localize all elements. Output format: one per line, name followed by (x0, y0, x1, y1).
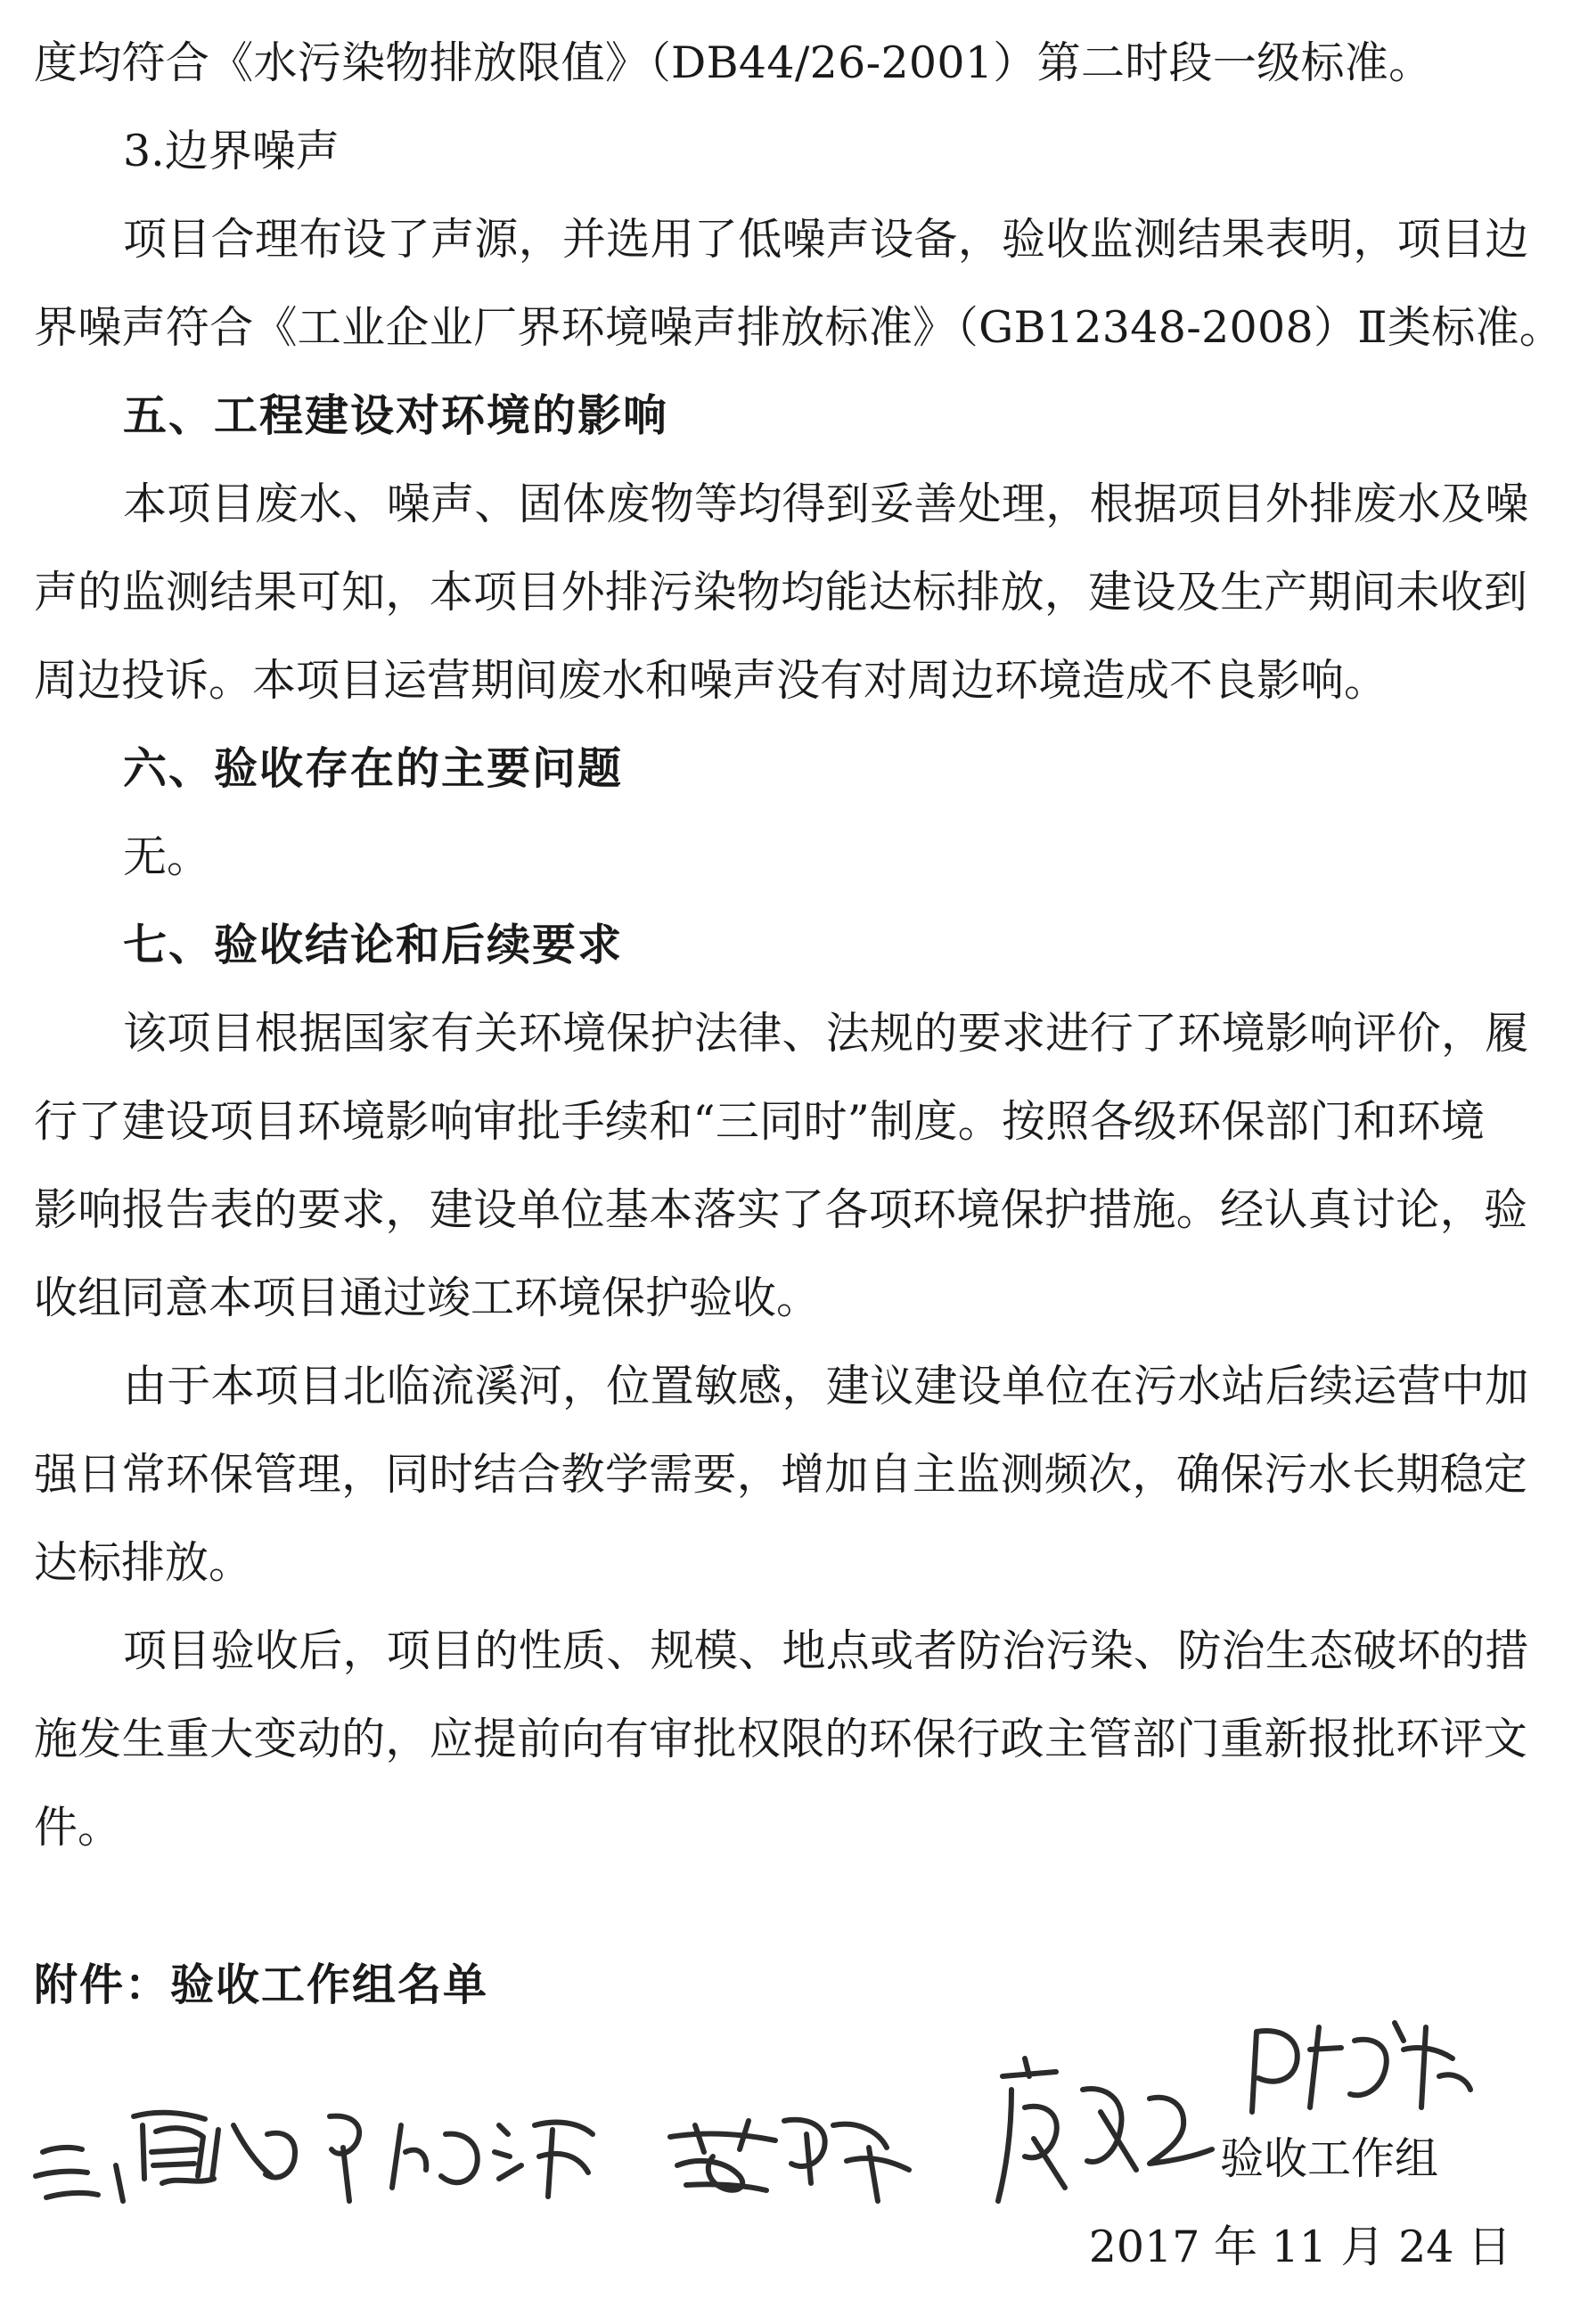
acceptance-group-label: 验收工作组 (1219, 2133, 1438, 2184)
signature-5 (1252, 2023, 1470, 2112)
section-heading-5: 五、工程建设对环境的影响 (123, 390, 669, 441)
paragraph-line: 项目合理布设了声源，并选用了低噪声设备，验收监测结果表明，项目边 (123, 214, 1529, 265)
paragraph-line: 影响报告表的要求，建设单位基本落实了各项环境保护措施。经认真讨论，验 (34, 1184, 1528, 1235)
paragraph-line: 本项目废水、噪声、固体废物等均得到妥善处理，根据项目外排废水及噪 (123, 479, 1529, 529)
attachment-note: 附件：验收工作组名单 (34, 1960, 489, 2010)
section-heading-7: 七、验收结论和后续要求 (123, 920, 624, 970)
signature-4 (998, 2058, 1212, 2201)
signature-3 (670, 2120, 909, 2201)
paragraph-line: 周边投诉。本项目运营期间废水和噪声没有对周边环境造成不良影响。 (34, 655, 1388, 706)
paragraph-line: 该项目根据国家有关环境保护法律、法规的要求进行了环境影响评价，履 (123, 1008, 1529, 1059)
paragraph-line: 声的监测结果可知，本项目外排污染物均能达标排放，建设及生产期间未收到 (34, 567, 1528, 618)
paragraph-line: 无。 (123, 831, 211, 882)
paragraph-line: 由于本项目北临流溪河，位置敏感，建议建设单位在污水站后续运营中加 (123, 1361, 1529, 1412)
signature-2 (330, 2116, 593, 2201)
paragraph-line: 件。 (34, 1802, 122, 1853)
subsection-heading-noise: 3.边界噪声 (123, 126, 340, 176)
paragraph-line: 施发生重大变动的，应提前向有审批权限的环保行政主管部门重新报批环评文 (34, 1714, 1528, 1764)
paragraph-line: 界噪声符合《工业企业厂界环境噪声排放标准》（GB12348-2008）Ⅱ类标准。 (34, 302, 1564, 353)
section-heading-6: 六、验收存在的主要问题 (123, 743, 624, 794)
paragraph-line: 度均符合《水污染物排放限值》（DB44/26-2001）第二时段一级标准。 (34, 37, 1433, 88)
date-line: 2017 年 11 月 24 日 (1088, 2222, 1511, 2272)
paragraph-line: 行了建设项目环境影响审批手续和“三同时”制度。按照各级环保部门和环境 (34, 1096, 1486, 1147)
paragraph-line: 强日常环保管理，同时结合教学需要，增加自主监测频次，确保污水长期稳定 (34, 1449, 1528, 1500)
paragraph-line: 达标排放。 (34, 1537, 253, 1588)
signature-1 (36, 2113, 295, 2201)
paragraph-line: 收组同意本项目通过竣工环境保护验收。 (34, 1272, 821, 1323)
paragraph-line: 项目验收后，项目的性质、规模、地点或者防治污染、防治生态破坏的措 (123, 1625, 1529, 1676)
